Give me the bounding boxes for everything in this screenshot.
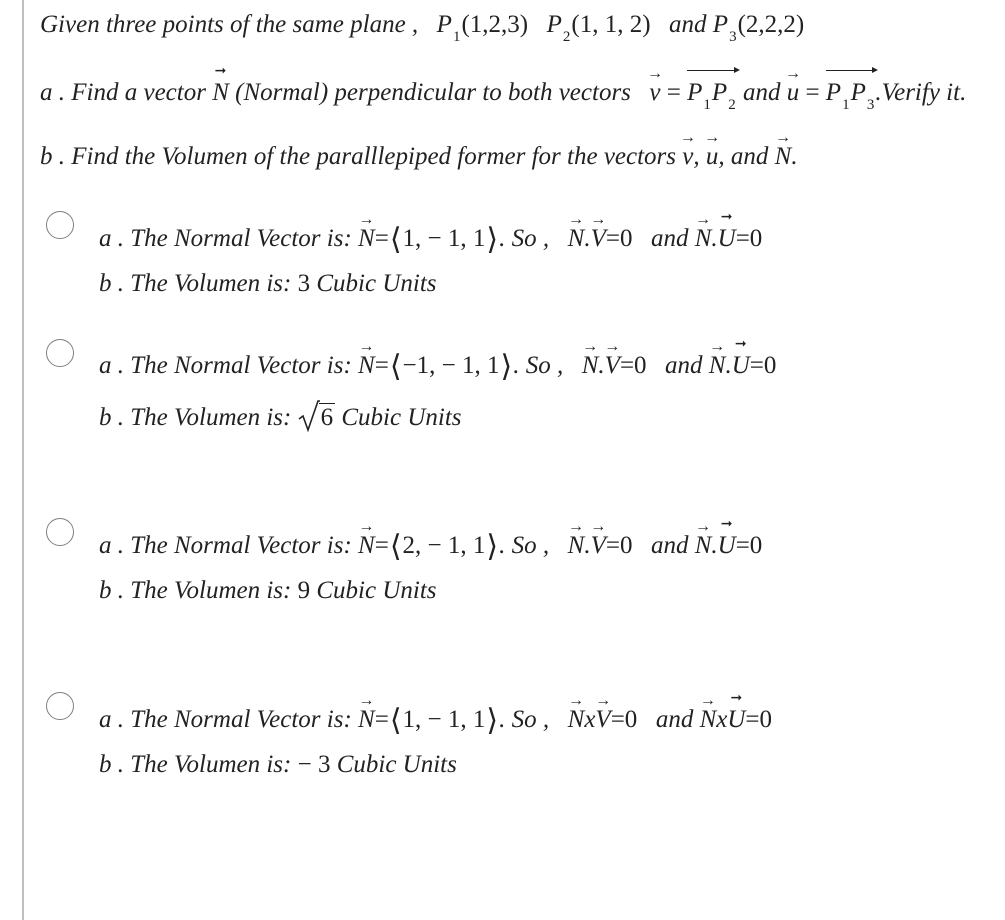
right-angle-icon: ⟩: [486, 704, 499, 737]
option-3-zero1: =0: [605, 532, 633, 559]
part-b-text: b . Find the Volumen of the paralllepiped former for the vectors: [40, 143, 677, 170]
left-angle-icon: ⟨: [389, 530, 402, 563]
option-1-n: → N: [358, 226, 375, 251]
option-3-check1-right: → V: [591, 533, 606, 558]
option-4-n: → N: [358, 707, 375, 732]
right-angle-icon: ⟩: [486, 530, 499, 563]
seg2-start-sub: 1: [842, 97, 850, 113]
segment-p1p3: [825, 79, 876, 113]
option-1-check2-left: → N: [695, 226, 712, 251]
option-4-line-a[interactable]: [99, 703, 773, 737]
option-4-so: . So ,: [499, 706, 550, 733]
option-2-line-b[interactable]: [99, 405, 462, 430]
part-a-mid: (Normal) perpendicular to both vectors: [235, 79, 631, 106]
option-3-eq: =: [374, 532, 389, 559]
option-2-eq: =: [374, 352, 389, 379]
seg2-start: P: [825, 79, 842, 106]
option-3-b-prefix: b . The Volumen is:: [99, 577, 292, 604]
part-b-vector-v: → v: [682, 144, 693, 169]
right-angle-icon: ⟩: [500, 350, 513, 383]
option-1-op1: .: [584, 225, 591, 252]
point-p1-coords: (1,2,3): [461, 11, 529, 38]
option-4-check1-left: → N: [568, 707, 585, 732]
part-a-prefix: a . Find a vector: [40, 79, 206, 106]
seg1-start-sub: 1: [703, 97, 711, 113]
left-border: [22, 0, 24, 920]
part-a-suffix: .Verify it.: [875, 79, 967, 106]
part-b-and: , and: [718, 143, 769, 170]
point-p1-name: P: [436, 11, 452, 38]
option-2-op2: .: [725, 352, 732, 379]
option-3-op1: .: [584, 532, 591, 559]
option-2-check2-left: → N: [709, 353, 726, 378]
point-p3-sub: 3: [729, 29, 737, 45]
question-part-b: [40, 144, 798, 169]
question-intro: Given three points of the same plane ,: [40, 11, 419, 38]
option-4-op2: x: [716, 706, 728, 733]
left-angle-icon: ⟨: [389, 704, 402, 737]
option-4-radio[interactable]: [46, 692, 74, 720]
option-4-zero2: =0: [745, 706, 773, 733]
option-2-op1: .: [598, 352, 605, 379]
option-3-check2-left: → N: [695, 533, 712, 558]
seg1-end-sub: 2: [728, 97, 736, 113]
option-2-b-suffix: Cubic Units: [341, 404, 462, 431]
option-2-zero1: =0: [619, 352, 647, 379]
option-1-b-prefix: b . The Volumen is:: [99, 270, 292, 297]
option-1-zero2: =0: [735, 225, 763, 252]
option-3-so: . So ,: [499, 532, 550, 559]
option-4-b-suffix: Cubic Units: [336, 751, 457, 778]
option-3-vector: 2, − 1, 1: [402, 532, 486, 559]
option-1-vector: 1, − 1, 1: [402, 225, 486, 252]
point-p3-name: P: [712, 11, 729, 38]
option-2-zero2: =0: [749, 352, 777, 379]
option-2-check1-left: → N: [582, 353, 599, 378]
right-angle-icon: ⟩: [486, 223, 499, 256]
option-3-b-suffix: Cubic Units: [316, 577, 437, 604]
option-4-and: and: [655, 706, 694, 733]
option-3-b-value: 9: [297, 577, 311, 604]
question-and: and: [669, 11, 707, 38]
option-1-radio[interactable]: [46, 211, 74, 239]
left-angle-icon: ⟨: [389, 350, 402, 383]
option-4-check1-right: → V: [595, 707, 610, 732]
option-1-zero1: =0: [605, 225, 633, 252]
option-2-check2-right: ➞ U: [732, 353, 750, 378]
option-2-vector: −1, − 1, 1: [402, 352, 500, 379]
part-b-vector-n: → N: [775, 144, 792, 169]
option-2-so: . So ,: [513, 352, 564, 379]
option-2-a-prefix: a . The Normal Vector is:: [99, 352, 352, 379]
option-4-check2-right: ➞ U: [727, 707, 745, 732]
option-1-b-suffix: Cubic Units: [316, 270, 437, 297]
option-3-line-a[interactable]: [99, 529, 763, 563]
radical-sign-icon: [298, 399, 320, 433]
option-2-b-prefix: b . The Volumen is:: [99, 404, 292, 431]
point-p2-sub: 2: [562, 29, 571, 45]
normal-vector-symbol: ➞ N: [212, 80, 229, 105]
option-3-op2: .: [711, 532, 718, 559]
vector-v-symbol: → v: [649, 80, 660, 105]
option-4-line-b[interactable]: [99, 752, 457, 777]
option-2-b-value: 6: [320, 404, 334, 431]
option-1-and: and: [650, 225, 689, 252]
option-4-a-prefix: a . The Normal Vector is:: [99, 706, 352, 733]
equals-sign-2: =: [805, 79, 820, 106]
option-1-op2: .: [711, 225, 718, 252]
option-3-radio[interactable]: [46, 518, 74, 546]
option-4-b-value: − 3: [297, 751, 331, 778]
left-angle-icon: ⟨: [389, 223, 402, 256]
option-1-eq: =: [374, 225, 389, 252]
option-3-line-b[interactable]: [99, 578, 437, 603]
option-3-check2-right: ➞ U: [718, 533, 736, 558]
part-a-and: and: [742, 79, 781, 106]
option-1-check1-left: → N: [568, 226, 585, 251]
option-2-check1-right: → V: [605, 353, 620, 378]
seg1-start: P: [687, 79, 703, 106]
option-4-b-prefix: b . The Volumen is:: [99, 751, 292, 778]
option-2-line-a[interactable]: [99, 349, 777, 383]
option-2-and: and: [665, 352, 703, 379]
square-root: [298, 405, 336, 430]
option-3-n: → N: [358, 533, 375, 558]
option-1-so: . So ,: [499, 225, 550, 252]
question-part-a: [40, 79, 967, 113]
point-p1-sub: 1: [452, 29, 461, 45]
equals-sign: =: [666, 79, 681, 106]
option-3-check1-left: → N: [568, 533, 585, 558]
option-4-check2-left: → N: [700, 707, 717, 732]
option-1-line-a[interactable]: [99, 222, 763, 256]
segment-p1p2: [687, 79, 737, 113]
point-p2-coords: (1, 1, 2): [571, 11, 651, 38]
option-4-op1: x: [584, 706, 596, 733]
option-1-line-b[interactable]: [99, 271, 437, 296]
seg2-end: P: [850, 79, 866, 106]
part-b-end: .: [791, 143, 798, 170]
option-4-vector: 1, − 1, 1: [402, 706, 486, 733]
seg1-end: P: [711, 79, 728, 106]
option-3-a-prefix: a . The Normal Vector is:: [99, 532, 352, 559]
option-3-zero2: =0: [735, 532, 763, 559]
seg2-end-sub: 3: [866, 97, 875, 113]
point-p3-coords: (2,2,2): [737, 11, 805, 38]
option-4-zero1: =0: [610, 706, 638, 733]
option-4-eq: =: [374, 706, 389, 733]
option-2-n: → N: [358, 353, 375, 378]
part-b-comma: ,: [693, 143, 700, 170]
option-1-check2-right: ➞ U: [718, 226, 736, 251]
part-b-vector-u: → u: [706, 144, 719, 169]
option-2-radio[interactable]: [46, 339, 74, 367]
question-intro-line: [40, 11, 805, 45]
option-1-check1-right: → V: [591, 226, 606, 251]
point-p2-name: P: [546, 11, 562, 38]
vector-u-symbol: → u: [787, 80, 800, 105]
option-3-and: and: [650, 532, 689, 559]
option-1-a-prefix: a . The Normal Vector is:: [99, 225, 352, 252]
option-1-b-value: 3: [297, 270, 311, 297]
